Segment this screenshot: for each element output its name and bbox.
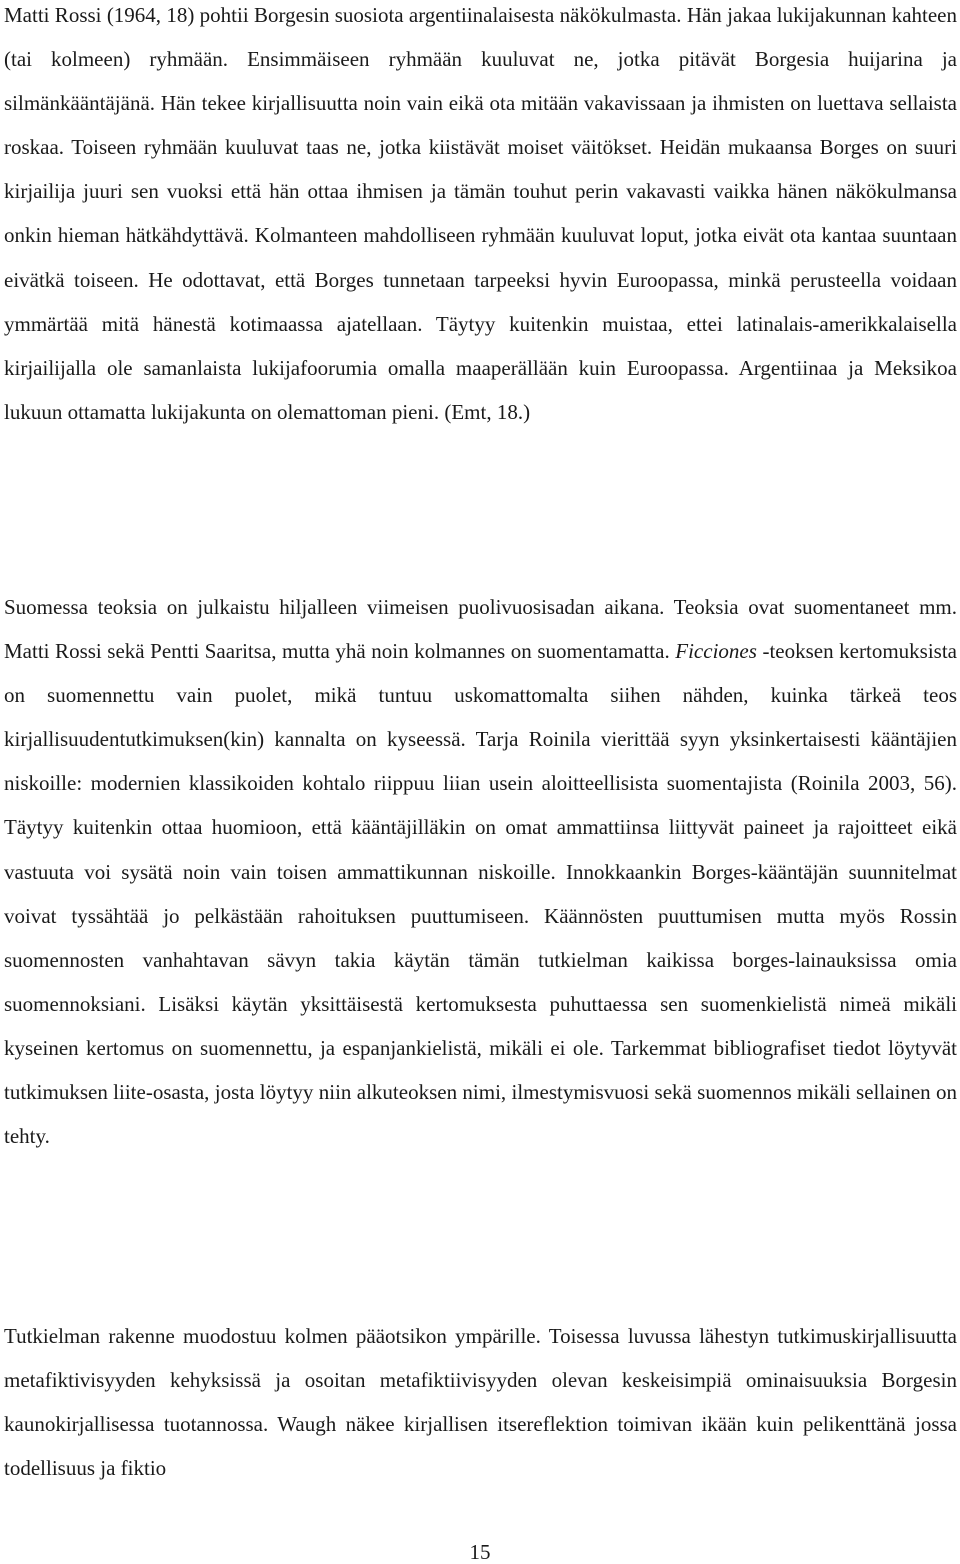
page-number: 15	[469, 1540, 491, 1564]
paragraph-rossi-readership: Matti Rossi (1964, 18) pohtii Borgesin suosiota argentiinalaisesta näkökulmasta. Hän jakaa lukijakunnan kahteen (tai kolmeen) ryhmään. Ensimmäiseen ryhmään kuuluvat ne, jotka pitävät Borgesia huijarina ja silmänkääntäjänä. Hän tekee kirjallisuutta noin vain eikä ota mitään vakavissaan ja ihmisten on luettava sellaista roskaa. Toiseen ryhmään kuuluvat taas ne, jotka kiistävät moiset väitökset. Heidän mukaansa Borges on suuri kirjailija juuri sen vuoksi että hän ottaa ihmisen ja tämän touhut perin vakavasti vaikka hänen näkökulmansa onkin hieman hätkähdyttävä. Kolmanteen mahdolliseen ryhmään kuuluvat loput, jotka eivät ota kantaa suuntaan eivätkä toiseen. He odottavat, että Borges tunnetaan tarpeeksi hyvin Euroopassa, minkä perusteella voidaan ymmärtää mitä hänestä kotimaassa ajatellaan. Täytyy kuitenkin muistaa, ettei latinalais-amerikkalaisella kirjailijalla ole samanlaista lukijafoorumia omalla maaperällään kuin Euroopassa. Argentiinaa ja Meksikoa lukuun ottamatta lukijakunta on olemattoman pieni. (Emt, 18.)	[4, 3, 957, 424]
paragraph-thesis-structure: Tutkielman rakenne muodostuu kolmen pääotsikon ympärille. Toisessa luvussa lähestyn tutkimuskirjallisuutta metafiktivisyyden kehyksissä ja osoitan metafiktiivisyyden olevan keskeisimpiä ominaisuuksia Borgesin kaunokirjallisessa tuotannossa. Waugh näkee kirjallisen itsereflektion toimivan ikään kuin pelikenttänä jossa todellisuus ja fiktio	[4, 1324, 957, 1481]
work-title-ficciones: Ficciones	[675, 639, 757, 664]
paragraph-text-before-title: Suomessa teoksia on julkaistu hiljalleen viimeisen puolivuosisadan aikana. Teoksia ovat suomentaneet mm. Matti Rossi sekä Pentti Saaritsa, mutta yhä noin kolmannes on suomentamatta.	[4, 595, 957, 664]
paragraph-finnish-translations	[4, 585, 957, 1158]
paragraph-text-after-title: -teoksen kertomuksista on suomennettu vain puolet, mikä tuntuu uskomattomalta siihen nähden, kuinka tärkeä teos kirjallisuudentutkimuksen(kin) kannalta on kyseessä. Tarja Roinila vierittää syyn yksinkertaisesti kääntäjien niskoille: modernien klassikoiden kohtalo riippuu liian usein aloitteellisista suomentajista (Roinila 2003, 56). Täytyy kuitenkin ottaa huomioon, että kääntäjilläkin on omat ammattiinsa liittyvät paineet ja rajoitteet eikä vastuuta voi sysätä noin vain toisen ammattikunnan niskoille. Innokkaankin Borges-kääntäjän suunnitelmat voivat tyssähtää jo pelkästään rahoituksen puuttumiseen. Käännösten puuttumisen mutta myös Rossin suomennosten vanhahtavan sävyn takia käytän tämän tutkielman kaikissa borges-lainauksissa omia suomennoksiani. Lisäksi käytän yksittäisestä kertomuksesta puhuttaessa sen suomenkielistä nimeä mikäli kyseinen kertomus on suomennettu, ja espanjankielistä, mikäli ei ole. Tarkemmat bibliografiset tiedot löytyvät tutkimuksen liite-osasta, josta löytyy niin alkuteoksen nimi, ilmestymisvuosi sekä suomennos mikäli sellainen on tehty.	[4, 639, 957, 1149]
